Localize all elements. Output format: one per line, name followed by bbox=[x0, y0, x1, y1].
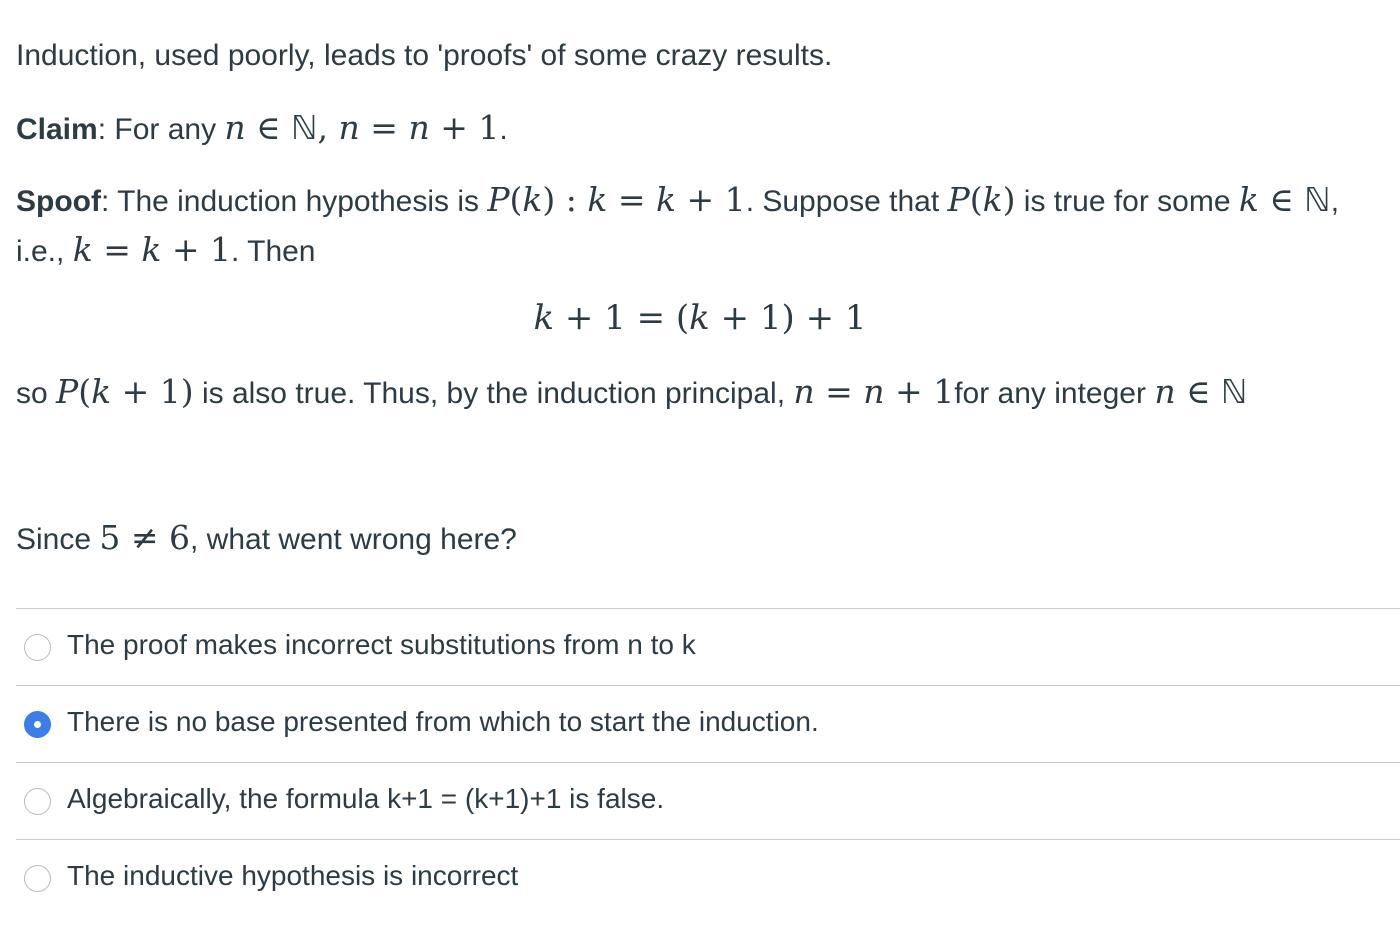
answer-label[interactable]: The inductive hypothesis is incorrect bbox=[67, 860, 519, 891]
answer-label[interactable]: The proof makes incorrect substitutions from n to k bbox=[67, 629, 696, 660]
spoof-k-in-n-math: k ∈ ℕ bbox=[1238, 180, 1331, 219]
answer-label[interactable]: Algebraically, the formula k+1 = (k+1)+1 is false. bbox=[67, 783, 665, 814]
display-equation: k + 1 = (k + 1) + 1 bbox=[533, 298, 867, 338]
claim-label: Claim bbox=[16, 113, 98, 146]
conclusion-pk1-math: P(k + 1) bbox=[56, 372, 194, 411]
radio-button[interactable] bbox=[24, 711, 51, 738]
radio-button[interactable] bbox=[24, 788, 51, 815]
spoof-line-1: Spoof: The induction hypothesis is P(k) : k = k + 1. Suppose that P(k) is true for some k ∈ ℕ, bbox=[16, 180, 1340, 219]
conclusion-line: so P(k + 1) is also true. Thus, by the induction principal, n = n + 1for any integer n ∈ ℕ bbox=[16, 372, 1248, 411]
question-prompt: Since 5 ≠ 6, what went wrong here? bbox=[16, 518, 517, 557]
answer-label[interactable]: There is no base presented from which to start the induction. bbox=[67, 706, 819, 737]
answer-option-4[interactable] bbox=[16, 839, 1400, 916]
answer-option-1[interactable] bbox=[16, 608, 1400, 685]
spoof-label: Spoof bbox=[16, 185, 101, 218]
claim-line: Claim: For any n ∈ ℕ, n = n + 1. bbox=[16, 108, 508, 147]
answer-list bbox=[16, 608, 1400, 916]
question-intro: Induction, used poorly, leads to 'proofs' of some crazy results. bbox=[16, 39, 833, 72]
radio-button[interactable] bbox=[24, 865, 51, 892]
claim-math: n ∈ ℕ, n = n + 1 bbox=[224, 108, 500, 147]
answer-option-3[interactable] bbox=[16, 762, 1400, 839]
prompt-math: 5 ≠ 6 bbox=[99, 518, 191, 557]
conclusion-n-in-n-math: n ∈ ℕ bbox=[1154, 372, 1248, 411]
conclusion-n-math: n = n + 1 bbox=[793, 372, 955, 411]
spoof-ie-math: k = k + 1 bbox=[72, 230, 231, 269]
spoof-pk-math: P(k) bbox=[947, 180, 1016, 219]
spoof-line-2: i.e., k = k + 1. Then bbox=[16, 230, 316, 269]
spoof-hypothesis-math: P(k) : k = k + 1 bbox=[487, 180, 746, 219]
answer-option-2[interactable] bbox=[16, 685, 1400, 762]
radio-button[interactable] bbox=[24, 634, 51, 661]
